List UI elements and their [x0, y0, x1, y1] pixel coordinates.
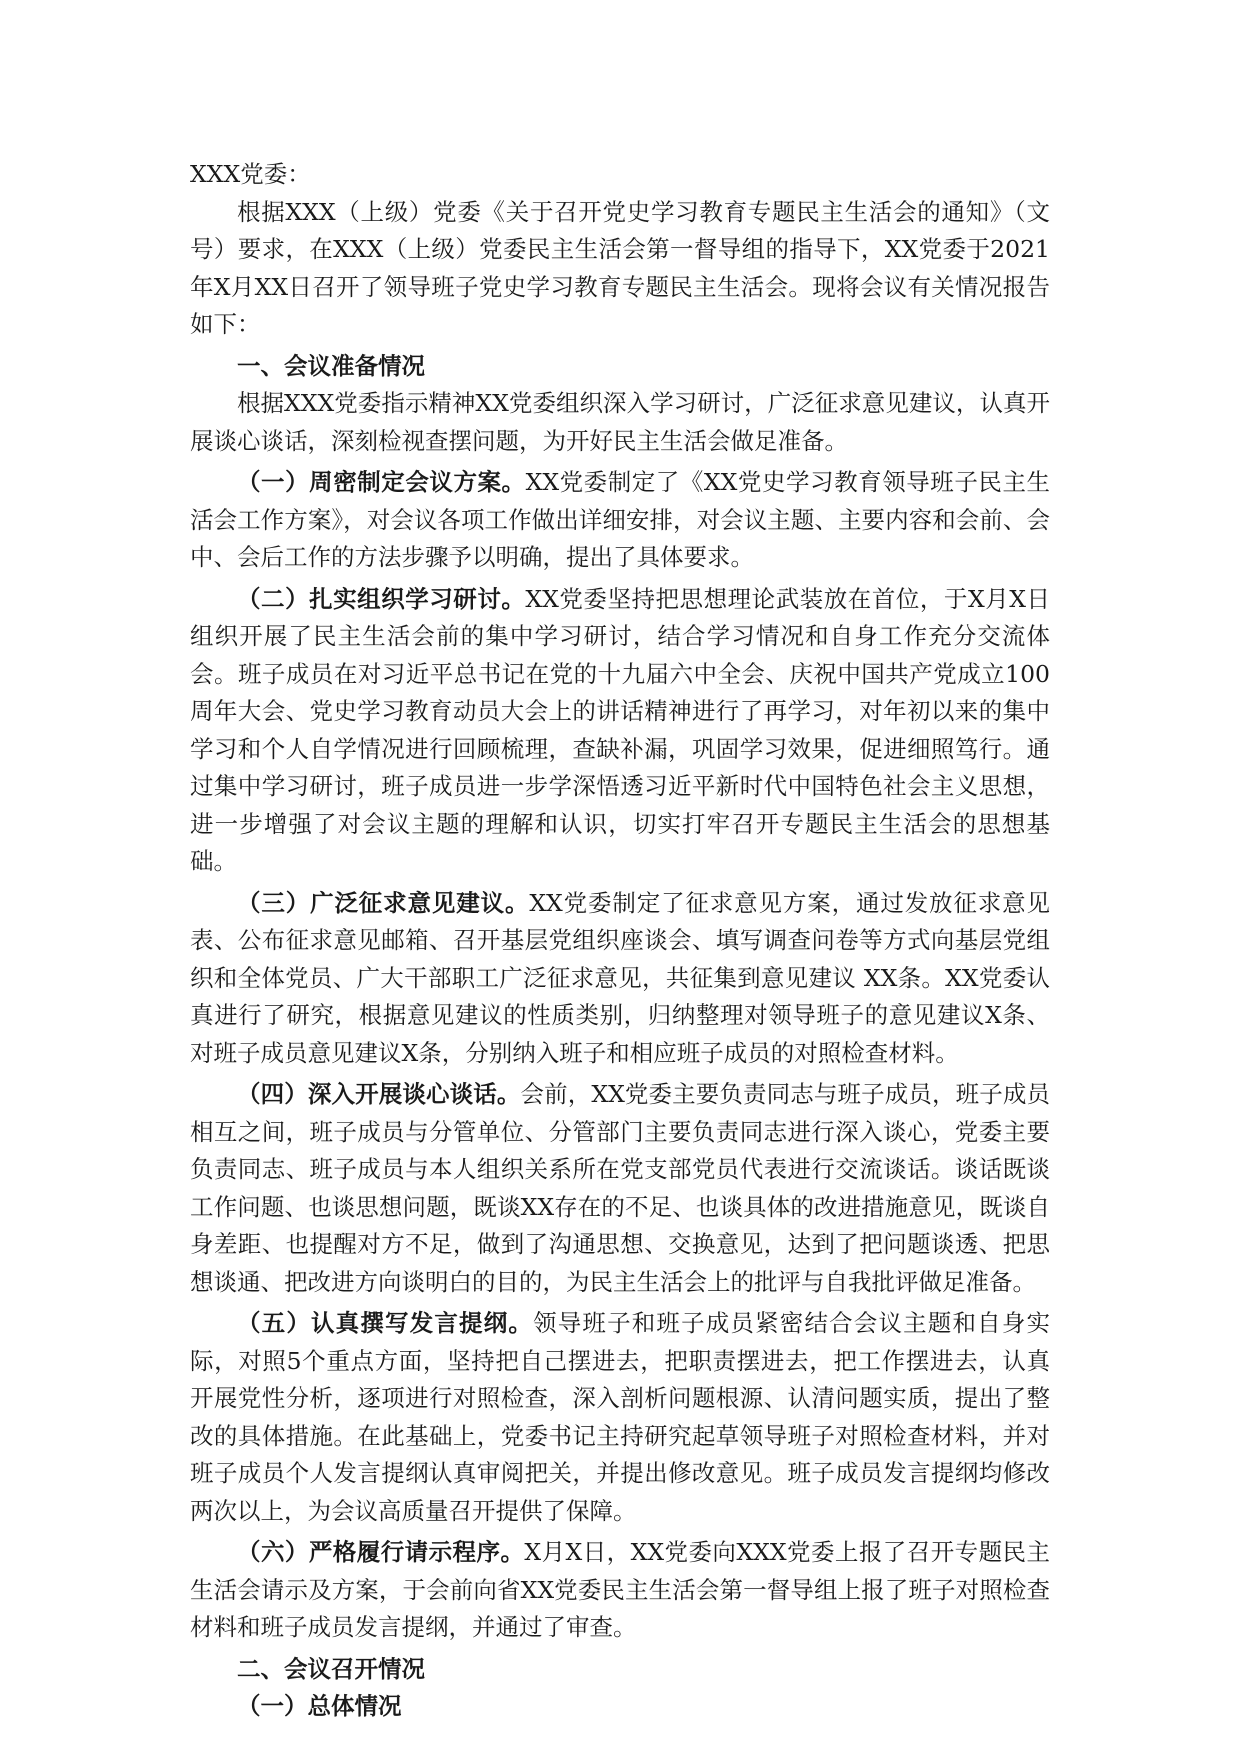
item-body-4: 会前，XX党委主要负责同志与班子成员，班子成员相互之间，班子成员与分管单位、分管部门主要负责同志进行深入谈心，党委主要负责同志、班子成员与本人组织关系所在党支部党员代表进行交流谈话。谈话既谈工作问题、也谈思想问题，既谈XX存在的不足、也谈具体的改进措施意见，既谈自身差距、也提醒对方不足，做到了沟通思想、交换意见，达到了把问题谈透、把思想谈通、把改进方向谈明白的目的，为民主生活会上的批评与自我批评做足准备。: [190, 1080, 1050, 1296]
item-lead-2: （二）扎实组织学习研讨。: [237, 584, 526, 613]
item-body-2: XX党委坚持把思想理论武装放在首位，于X月X日组织开展了民主生活会前的集中学习研讨，结合学习情况和自身工作充分交流体会。班子成员在对习近平总书记在党的十九届六中全会、庆祝中国共产党成立100周年大会、党史学习教育动员大会上的讲话精神进行了再学习，对年初以来的集中学习和个人自学情况进行回顾梳理，查缺补漏，巩固学习效果，促进细照笃行。通过集中学习研讨，班子成员进一步学深悟透习近平新时代中国特色社会主义思想，进一步增强了对会议主题的理解和认识，切实打牢召开专题民主生活会的思想基础。: [190, 584, 1051, 875]
item-body-5: 领导班子和班子成员紧密结合会议主题和自身实际，对照5个重点方面，坚持把自己摆进去，把职责摆进去，把工作摆进去，认真开展党性分析，逐项进行对照检查，深入剖析问题根源、认清问题实质，提出了整改的具体措施。在此基础上，党委书记主持研究起草领导班子对照检查材料，并对班子成员个人发言提纲认真审阅把关，并提出修改意见。班子成员发言提纲均修改两次以上，为会议高质量召开提供了保障。: [190, 1309, 1050, 1525]
item-paragraph-6: [190, 1534, 1050, 1647]
section-2-subheading-1: （一）总体情况: [237, 1692, 402, 1720]
item-paragraph-5: [190, 1305, 1050, 1530]
salutation: XXX党委：: [190, 160, 311, 188]
intro-paragraph: 根据XXX（上级）党委《关于召开党史学习教育专题民主生活会的通知》（文号）要求，在XXX（上级）党委民主生活会第一督导组的指导下，XX党委于2021年X月XX日召开了领导班子党史学习教育专题民主生活会。现将会议有关情况报告如下：: [190, 197, 1050, 338]
item-paragraph-3: [190, 885, 1050, 1073]
item-body-3: XX党委制定了征求意见方案，通过发放征求意见表、公布征求意见邮箱、召开基层党组织座谈会、填写调查问卷等方式向基层党组织和全体党员、广大干部职工广泛征求意见，共征集到意见建议 XX条。XX党委认真进行了研究，根据意见建议的性质类别，归纳整理对领导班子的意见建议X条、对班子成员意见建议X条，分别纳入班子和相应班子成员的对照检查材料。: [190, 888, 1050, 1067]
item-body-1: XX党委制定了《XX党史学习教育领导班子民主生活会工作方案》，对会议各项工作做出详细安排，对会议主题、主要内容和会前、会中、会后工作的方法步骤予以明确，提出了具体要求。: [190, 468, 1050, 571]
section-1-heading: 一、会议准备情况: [237, 351, 425, 380]
item-paragraph-4: [190, 1076, 1050, 1301]
item-paragraph-2: [190, 581, 1050, 881]
item-lead-6: （六）严格履行请示程序。: [237, 1538, 525, 1566]
section-1-intro: 根据XXX党委指示精神XX党委组织深入学习研讨，广泛征求意见建议，认真开展谈心谈话，深刻检视查摆问题，为开好民主生活会做足准备。: [190, 389, 1050, 455]
item-lead-1: （一）周密制定会议方案。: [237, 468, 526, 496]
item-lead-3: （三）广泛征求意见建议。: [237, 888, 530, 917]
item-body-6: X月X日，XX党委向XXX党委上报了召开专题民主生活会请示及方案，于会前向省XX党委民主生活会第一督导组上报了班子对照检查材料和班子成员发言提纲，并通过了审查。: [190, 1538, 1051, 1641]
section-2-heading: 二、会议召开情况: [237, 1654, 425, 1683]
item-lead-5: （五）认真撰写发言提纲。: [237, 1309, 534, 1337]
document-page: [190, 156, 1050, 1726]
item-paragraph-1: [190, 464, 1050, 577]
item-lead-4: （四）深入开展谈心谈话。: [237, 1080, 521, 1108]
